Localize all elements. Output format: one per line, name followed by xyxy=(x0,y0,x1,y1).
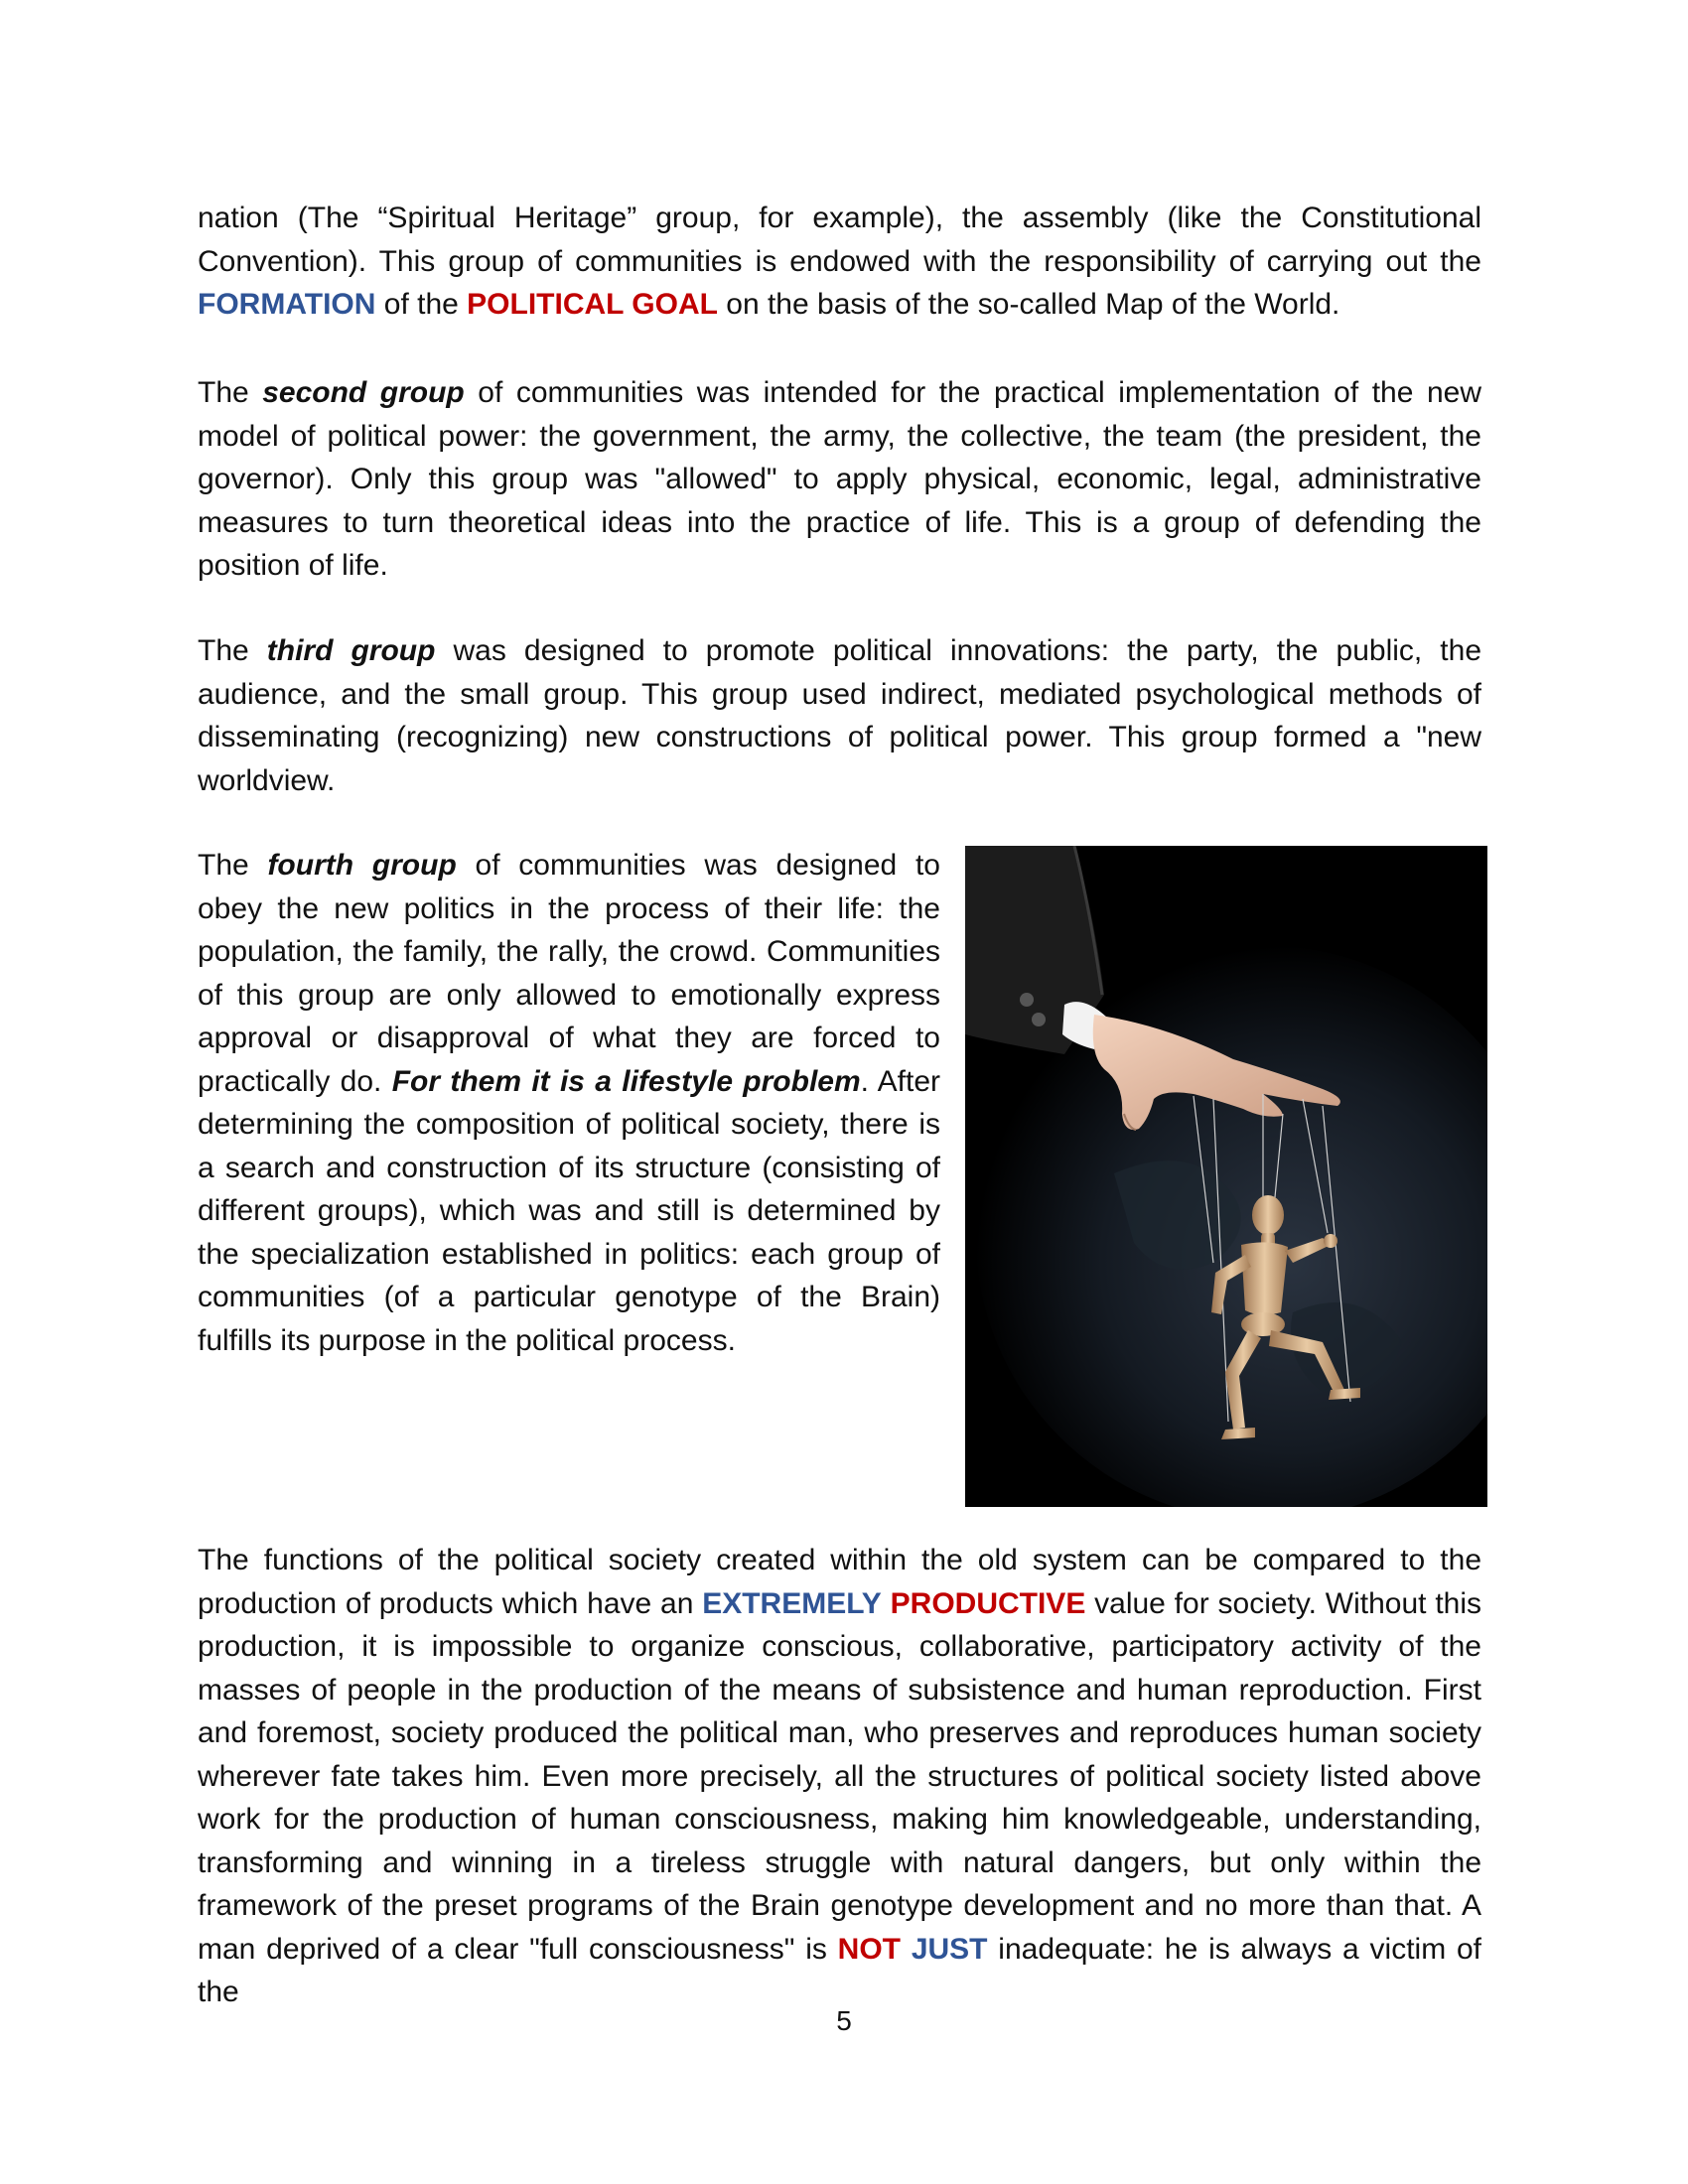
paragraph-first-group xyxy=(198,197,1481,327)
text-segment: value for society. Without this production, it is impossible to organize conscious, collaborative, participatory activity of the masses of people in the production of the means of subsistence and human reproduction. First and foremost, society produced the political man, who preserves and reproduces human society wherever fate takes him. Even more precisely, all the structures of political society listed above work for the production of human consciousness, making him knowledgeable, understanding, transforming and winning in a tireless struggle with natural dangers, but only within the framework of the preset programs of the Brain genotype development and no more than that. A man deprived of a clear "full consciousness" is xyxy=(198,1586,1481,1966)
text-segment: on the basis of the so-called Map of the World. xyxy=(717,288,1340,321)
paragraph-political-society xyxy=(198,1539,1481,2014)
text-segment: The functions of the political society created within the old system can be compared to the production of products which have an xyxy=(198,1544,1481,1620)
highlight-just: JUST xyxy=(911,1932,988,1966)
text-segment: nation (The “Spiritual Heritage” group, for example), the assembly (like the Constitutional Convention). This group of communities is endowed with the responsibility of carrying out the xyxy=(198,202,1481,278)
highlight-extremely: EXTREMELY xyxy=(702,1586,882,1620)
highlight-political-goal: POLITICAL GOAL xyxy=(467,288,718,321)
text-segment: The xyxy=(198,634,267,667)
paragraph-third-group xyxy=(198,629,1481,802)
page-number: 5 xyxy=(836,2005,852,2036)
highlight-not: NOT xyxy=(837,1932,901,1966)
puppet-master-image xyxy=(965,846,1487,1507)
paragraph-second-group xyxy=(198,371,1481,588)
text-segment: of the xyxy=(375,288,468,321)
text-segment: The xyxy=(198,376,263,409)
text-segment: of communities was designed to obey the new politics in the process of their life: the population, the family, the rally, the crowd. Communities of this group are only allowed to emotionally express approval or disapproval of what they are forced to practically do. xyxy=(198,849,940,1098)
text-segment: The xyxy=(198,849,268,882)
text-segment: of communities was intended for the practical implementation of the new model of political power: the government, the army, the collective, the team (the president, the governor). Only this group was "allowed" to apply physical, economic, legal, administrative measures to turn theoretical ideas into the practice of life. This is a group of defending the position of life. xyxy=(198,376,1481,582)
text-segment: inadequate: he is always a victim of the xyxy=(198,1932,1482,2008)
emphasis-second-group: second group xyxy=(262,376,465,409)
highlight-productive: PRODUCTIVE xyxy=(890,1586,1086,1620)
paragraph-fourth-group xyxy=(198,844,940,1362)
highlight-formation: FORMATION xyxy=(198,288,376,321)
text-segment: was designed to promote political innovations: the party, the public, the audience, and the small group. This group used indirect, mediated psychological methods of disseminating (recognizing) new constructions of political power. This group formed a "new worldview. xyxy=(198,634,1482,797)
emphasis-lifestyle-problem: For them it is a lifestyle problem xyxy=(391,1064,861,1098)
emphasis-third-group: third group xyxy=(266,634,436,667)
emphasis-fourth-group: fourth group xyxy=(267,849,457,882)
text-segment: . After determining the composition of political society, there is a search and construction of its structure (consisting of different groups), which was and still is determined by the specialization established in politics: each group of communities (of a particular genotype of the Brain) fulfills its purpose in the political process. xyxy=(198,1064,940,1357)
